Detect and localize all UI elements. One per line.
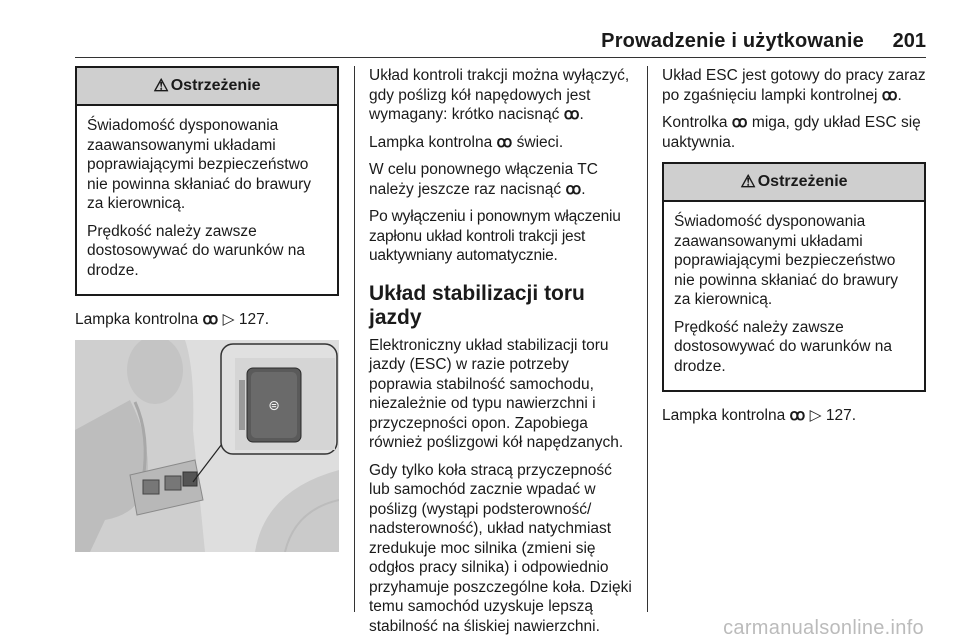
warning-body <box>664 202 924 390</box>
paragraph: Kontrolka ꝏ miga, gdy układ ESC się uaktywnia. <box>662 114 921 151</box>
tc-off-icon: ꝏ <box>202 311 219 328</box>
warning-header <box>77 68 337 106</box>
tc-off-icon: ꝏ <box>789 407 806 424</box>
page-reference-link[interactable]: ▷ 127. <box>222 311 270 328</box>
tc-off-icon: ꝏ <box>565 180 582 198</box>
watermark: carmanualsonline.info <box>723 617 924 639</box>
paragraph: Po wyłączeniu i ponownym włączeniu zapłonu układ kontroli trakcji jest uaktywniany automatycznie. <box>369 208 621 264</box>
page-header-title: Prowadzenie i użytkowanie <box>601 30 864 52</box>
column-divider-1 <box>354 66 355 612</box>
illustration-svg <box>75 340 339 552</box>
paragraph: Układ ESC jest gotowy do pracy zaraz po zgaśnięciu lampki kontrolnej ꝏ. <box>662 67 926 104</box>
warning-header <box>664 164 924 202</box>
warning-box <box>75 66 339 296</box>
tc-off-icon: ꝏ <box>731 114 748 131</box>
lamp-reference: Lampka kontrolna ꝏ ▷ 127. <box>662 407 857 424</box>
section-heading-esc: Układ stabilizacji toru jazdy <box>369 281 585 329</box>
lamp-reference: Lampka kontrolna ꝏ ▷ 127. <box>75 311 270 328</box>
page-reference-link[interactable]: ▷ 127. <box>809 407 857 424</box>
paragraph: W celu ponownego włączenia TC należy jeszcze raz nacisnąć ꝏ. <box>369 161 598 198</box>
column-1 <box>75 66 339 361</box>
column-3 <box>662 66 926 434</box>
warning-text: Świadomość dysponowania zaawansowanymi układami poprawiającymi bezpieczeństwo nie powinna skłaniać do brawury za kierownicą. <box>674 213 899 308</box>
warning-triangle-icon: ⚠ <box>153 76 169 96</box>
warning-text: Prędkość należy zawsze dostosowywać do warunków na drodze. <box>674 318 892 375</box>
header-rule <box>75 57 926 58</box>
page-number: 201 <box>892 30 926 52</box>
warning-text: Świadomość dysponowania zaawansowanymi układami poprawiającymi bezpieczeństwo nie powinna skłaniać do brawury za kierownicą. <box>87 117 312 212</box>
tc-off-icon: ꝏ <box>496 133 513 151</box>
warning-box <box>662 162 926 392</box>
warning-triangle-icon: ⚠ <box>740 172 756 192</box>
column-2 <box>369 66 634 644</box>
warning-title: Ostrzeżenie <box>757 173 848 191</box>
paragraph: Elektroniczny układ stabilizacji toru jazdy (ESC) w razie potrzeby poprawia stabilność samochodu, niezależnie od typu nawierzchni i przyczepności opon. Zapobiega również poślizgowi kół napędzanych. <box>369 336 624 451</box>
paragraph: Gdy tylko koła stracą przyczepność lub samochód zacznie wpadać w poślizg (wystąpi podsterowność/ nadsterowność), układ natychmiast zredukuje moc silnika (zmieni się odgłos pracy silnika) i odpowiednio przyhamuje poszczególne koła. Dzięki temu samochód uzyskuje lepszą stabilność na śliskiej nawierzchni. <box>369 461 632 635</box>
tc-button-illustration <box>75 340 339 552</box>
column-divider-2 <box>647 66 648 612</box>
tc-button-icon: ⊜ <box>268 398 280 414</box>
paragraph: Układ kontroli trakcji można wyłączyć, gdy poślizg kół napędowych jest wymagany: krótko nacisnąć ꝏ. <box>369 67 630 123</box>
paragraph: Lampka kontrolna ꝏ świeci. <box>369 133 564 151</box>
tc-off-icon: ꝏ <box>563 106 580 123</box>
tc-off-icon: ꝏ <box>881 86 898 104</box>
warning-text: Prędkość należy zawsze dostosowywać do warunków na drodze. <box>87 222 305 279</box>
warning-title: Ostrzeżenie <box>170 77 261 95</box>
warning-body <box>77 106 337 294</box>
